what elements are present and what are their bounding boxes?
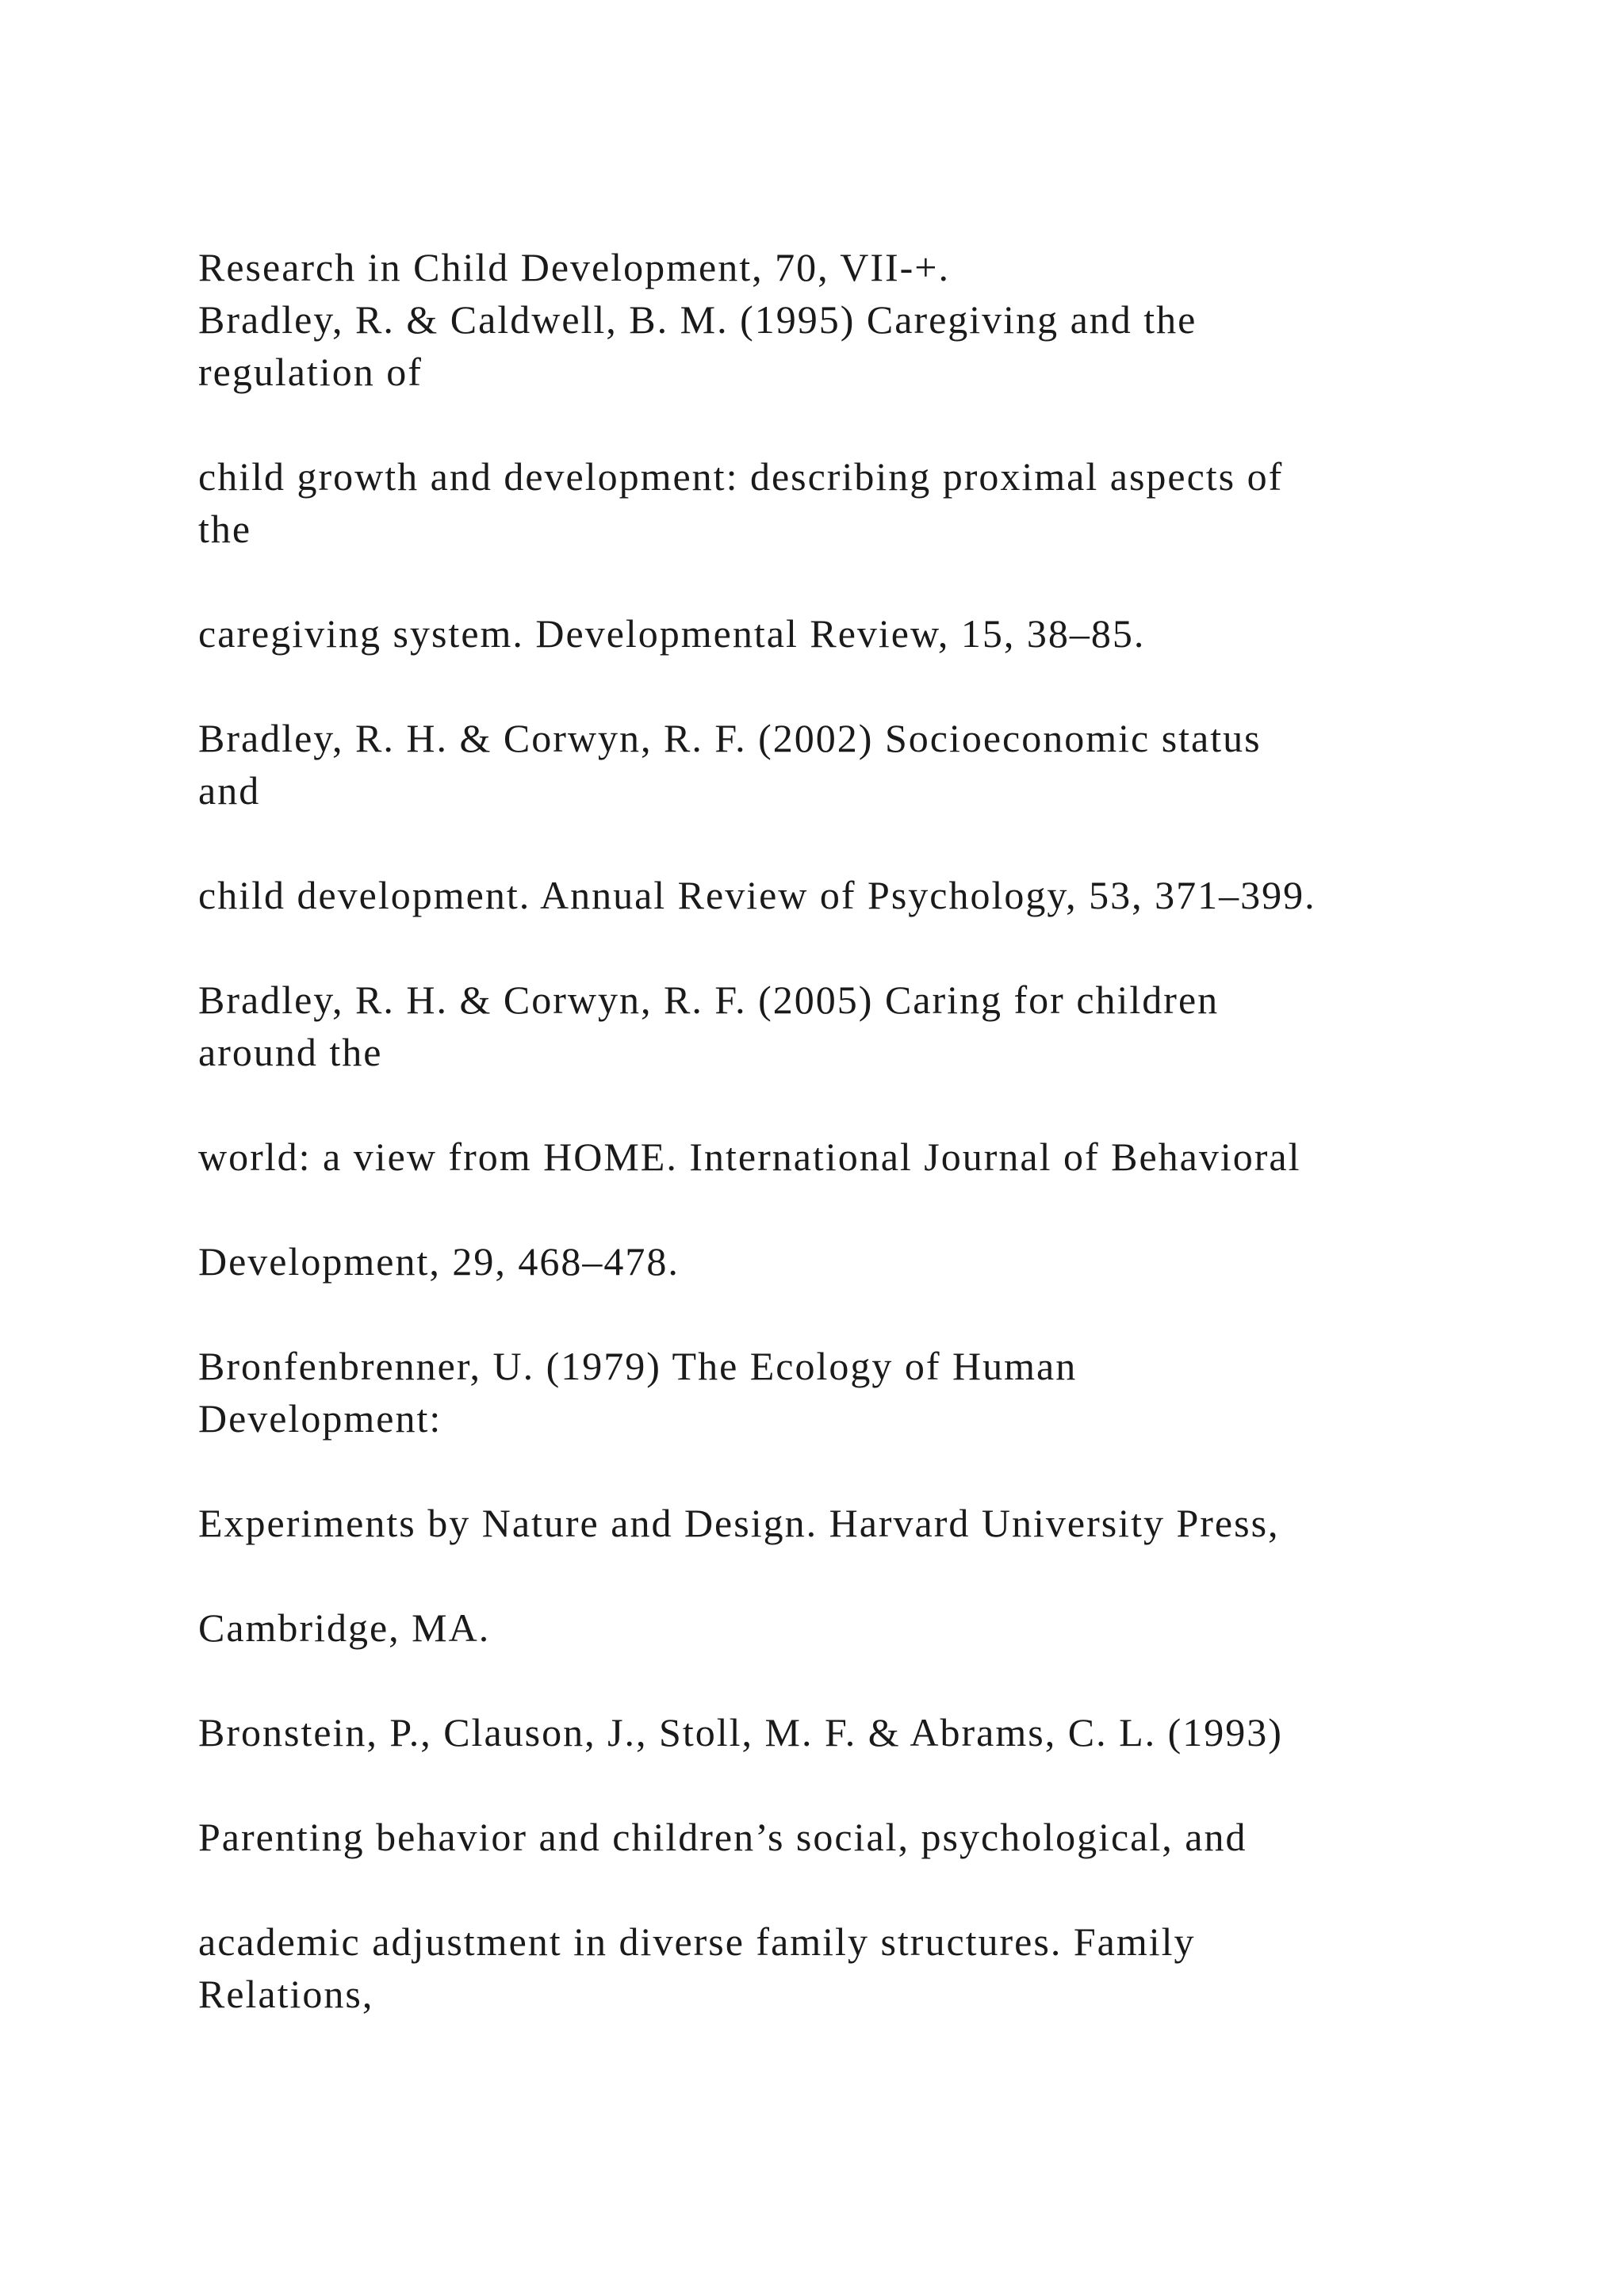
text-line: world: a view from HOME. International Journal of Behavioral [198,1135,1301,1179]
blank-line [198,921,1451,974]
text-line: Development: [198,1396,442,1441]
text-line: Cambridge, MA. [198,1605,491,1650]
text-line: Development, 29, 468–478. [198,1239,680,1284]
blank-line [198,1758,1451,1811]
text-line: Bradley, R. H. & Corwyn, R. F. (2005) Caring for children [198,978,1220,1022]
text-line: Experiments by Nature and Design. Harvard University Press, [198,1501,1280,1545]
blank-line [198,817,1451,869]
blank-line [198,1183,1451,1235]
blank-line [198,1445,1451,1497]
text-line: caregiving system. Developmental Review, 15, 38–85. [198,611,1146,656]
text-line: child growth and development: describing proximal aspects of [198,454,1284,499]
reference-text [198,241,1451,2020]
text-line: Bradley, R. & Caldwell, B. M. (1995) Caregiving and the [198,297,1197,342]
blank-line [198,555,1451,607]
text-line: and [198,768,261,813]
text-line: around the [198,1030,383,1074]
blank-line [198,1078,1451,1131]
text-line: Relations, [198,1972,374,2016]
text-line: Bradley, R. H. & Corwyn, R. F. (2002) Socioeconomic status [198,716,1262,760]
text-line: academic adjustment in diverse family structures. Family [198,1919,1196,1964]
text-line: regulation of [198,350,423,394]
blank-line [198,1549,1451,1601]
text-line: the [198,507,252,551]
blank-line [198,1288,1451,1340]
text-line: Parenting behavior and children’s social, psychological, and [198,1815,1247,1859]
blank-line [198,660,1451,712]
text-line: Research in Child Development, 70, VII-+. [198,245,950,289]
text-line: Bronstein, P., Clauson, J., Stoll, M. F. & Abrams, C. L. (1993) [198,1710,1283,1755]
text-line: Bronfenbrenner, U. (1979) The Ecology of Human [198,1344,1078,1388]
blank-line [198,1863,1451,1915]
blank-line [198,1654,1451,1706]
blank-line [198,398,1451,450]
text-line: child development. Annual Review of Psychology, 53, 371–399. [198,873,1316,917]
